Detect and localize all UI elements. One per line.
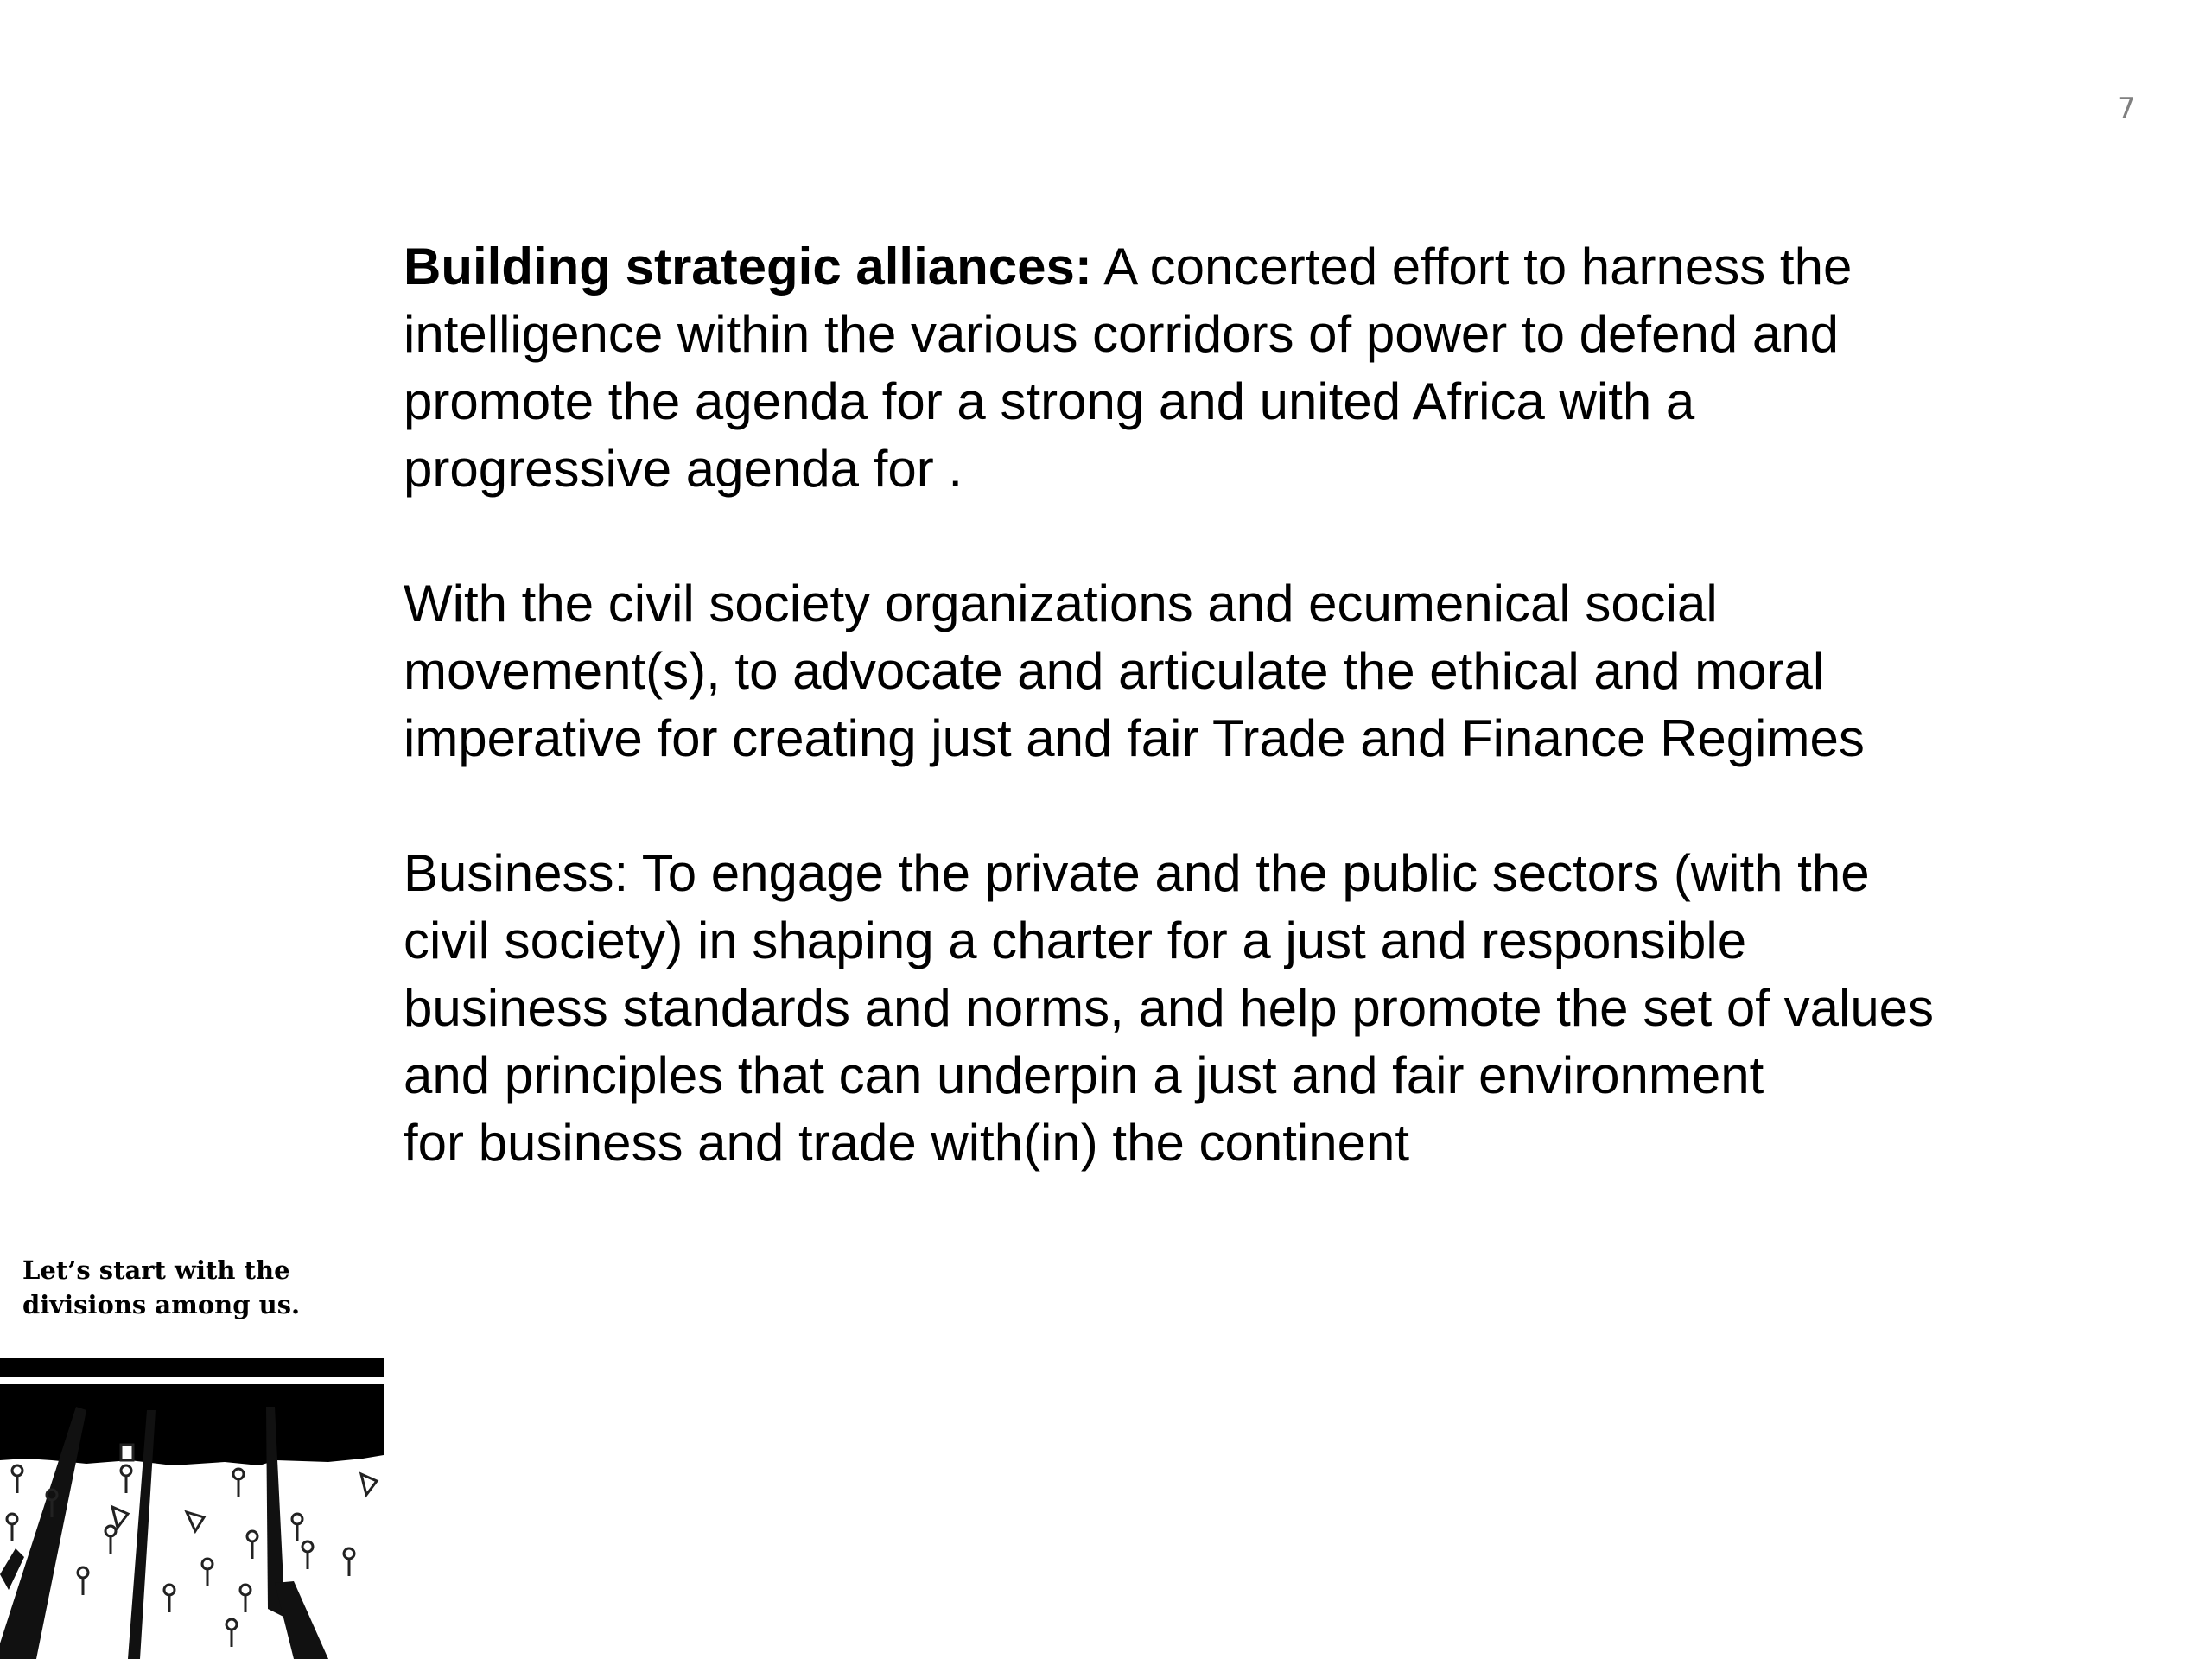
paragraph-line: business standards and norms, and help promote the set of values <box>404 979 1935 1037</box>
paragraph-line <box>404 233 2080 301</box>
paragraph-heading: Building strategic alliances: <box>404 238 1092 296</box>
divisions-illustration <box>0 1358 384 1659</box>
paragraph-line: movement(s), to advocate and articulate the ethical and moral <box>404 642 1825 700</box>
paragraph-line: for business and trade with(in) the continent <box>404 1114 1409 1172</box>
paragraph-line: With the civil society organizations and ecumenical social <box>404 575 1718 632</box>
paragraph-line: Business: To engage the private and the public sectors (with the <box>404 844 1870 902</box>
paragraph-line: progressive agenda for . <box>404 440 963 498</box>
paragraph-civil-society <box>404 570 2080 772</box>
paragraph-line: and principles that can underpin a just and fair environment <box>404 1046 1764 1104</box>
paragraph-strategic-alliances <box>404 233 2080 503</box>
paragraph-line: intelligence within the various corridors of power to defend and <box>404 305 1839 363</box>
paragraph-text: A concerted effort to harness the <box>1091 238 1853 296</box>
caption-line: divisions among us. <box>22 1290 301 1319</box>
paragraph-business <box>404 840 2080 1177</box>
caption-line: Let’s start with the <box>22 1255 290 1285</box>
image-caption <box>22 1253 351 1322</box>
paragraph-line: promote the agenda for a strong and united Africa with a <box>404 372 1695 430</box>
slide-number: 7 <box>2117 92 2136 126</box>
paragraph-line: imperative for creating just and fair Trade and Finance Regimes <box>404 709 1865 767</box>
paragraph-line: civil society) in shaping a charter for a just and responsible <box>404 912 1747 969</box>
slide-body <box>404 233 2080 1244</box>
